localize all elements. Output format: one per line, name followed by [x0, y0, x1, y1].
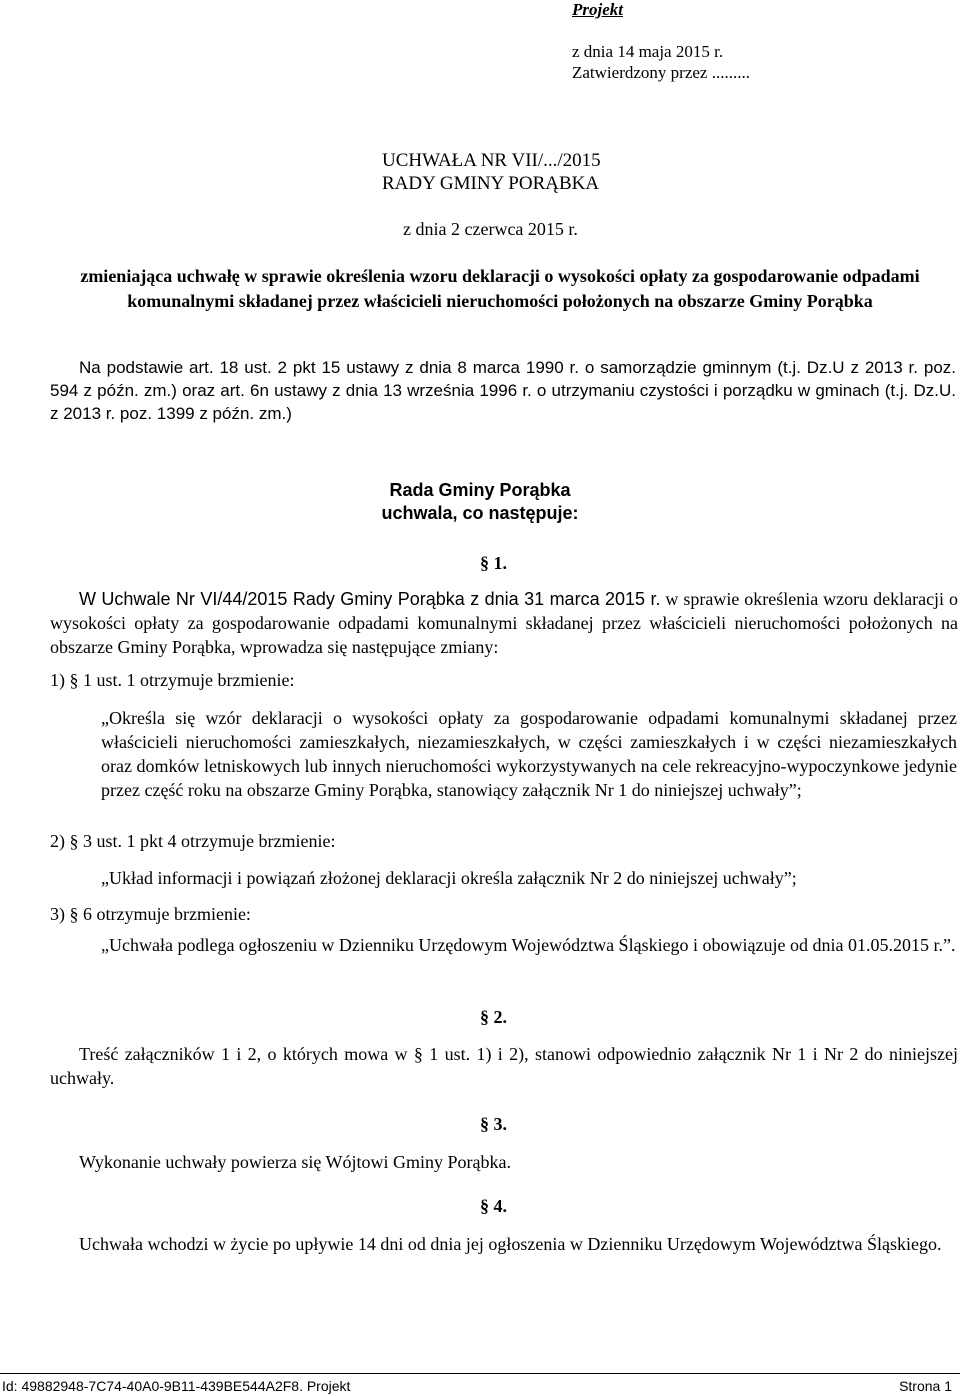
section-1-quote-3: „Uchwała podlega ogłoszeniu w Dzienniku Urzędowym Województwa Śląskiego i obowiązuje od dnia 01.05.2015 r.”.	[101, 935, 956, 955]
enactment-council: Rada Gminy Porąbka	[389, 480, 571, 500]
section-1-item-2: 2) § 3 ust. 1 pkt 4 otrzymuje brzmienie:	[50, 831, 336, 851]
section-3-mark: § 3.	[480, 1114, 507, 1134]
resolution-subject: zmieniająca uchwałę w sprawie określenia wzoru deklaracji o wysokości opłaty za gospodarowanie odpadami komunalnymi składanej przez właścicieli nieruchomości położonych na obszarze Gminy Porąbka	[80, 266, 920, 311]
resolution-date: z dnia 2 czerwca 2015 r.	[403, 219, 578, 239]
section-1-mark: § 1.	[480, 553, 507, 573]
section-3-text: Wykonanie uchwały powierza się Wójtowi Gminy Porąbka.	[79, 1152, 511, 1172]
council-name: RADY GMINY PORĄBKA	[382, 173, 600, 194]
section-1-intro-rest: w sprawie określenia wzoru deklaracji o wysokości opłaty za gospodarowanie odpadami komunalnymi składanej przez właścicieli nieruchomości położonych na obszarze Gminy Porąbka, wprowadza się następujące zmiany:	[50, 589, 958, 657]
section-2-text: Treść załączników 1 i 2, o których mowa w § 1 ust. 1) i 2), stanowi odpowiednio załącznik Nr 1 i Nr 2 do niniejszej uchwały.	[50, 1044, 958, 1088]
section-1-quote-2: „Układ informacji i powiązań złożonej deklaracji określa załącznik Nr 2 do niniejszej uchwały”;	[101, 868, 797, 888]
legal-basis	[50, 356, 956, 425]
projekt-label: Projekt	[572, 0, 623, 19]
section-4-text: Uchwała wchodzi w życie po upływie 14 dni od dnia jej ogłoszenia w Dzienniku Urzędowym Województwa Śląskiego.	[79, 1234, 942, 1254]
resolution-number: UCHWAŁA NR VII/.../2015	[382, 150, 601, 171]
section-1-item-1: 1) § 1 ust. 1 otrzymuje brzmienie:	[50, 670, 295, 690]
document-id: Id: 49882948-7C74-40A0-9B11-439BE544A2F8. Projekt	[2, 1378, 351, 1394]
section-1-intro-ref: W Uchwale Nr VI/44/2015 Rady Gminy Porąbka z dnia 31 marca 2015 r.	[79, 589, 661, 609]
enactment-formula: uchwala, co następuje:	[381, 503, 579, 523]
page-number: Strona 1	[899, 1378, 952, 1394]
footer-divider	[0, 1373, 960, 1374]
section-1-intro	[50, 587, 958, 659]
project-date: z dnia 14 maja 2015 r.	[572, 42, 724, 61]
approved-by-line: Zatwierdzony przez .........	[572, 63, 750, 82]
section-1-item-3: 3) § 6 otrzymuje brzmienie:	[50, 904, 251, 924]
enactment	[380, 479, 580, 525]
legal-basis-text: Na podstawie art. 18 ust. 2 pkt 15 ustawy z dnia 8 marca 1990 r. o samorządzie gminnym (t.j. Dz.U z 2013 r. poz. 594 z późn. zm.) oraz art. 6n ustawy z dnia 13 września 1996 r. o utrzymaniu czystości i porządku w gminach (t.j. Dz.U. z 2013 r. poz. 1399 z późn. zm.)	[50, 358, 956, 423]
section-2-mark: § 2.	[480, 1007, 507, 1027]
section-4-mark: § 4.	[480, 1196, 507, 1216]
section-1-quote-1: „Określa się wzór deklaracji o wysokości opłaty za gospodarowanie odpadami komunalnymi składanej przez właścicieli nieruchomości zamieszkałych, niezamieszkałych, w części zamieszkałych i w części niezamieszkałych oraz domków letniskowych lub innych nieruchomości wykorzystywanych na cele rekreacyjno-wypoczynkowe jedynie przez część roku na obszarze Gminy Porąbka, stanowiący załącznik Nr 1 do niniejszej uchwały”;	[101, 708, 957, 800]
